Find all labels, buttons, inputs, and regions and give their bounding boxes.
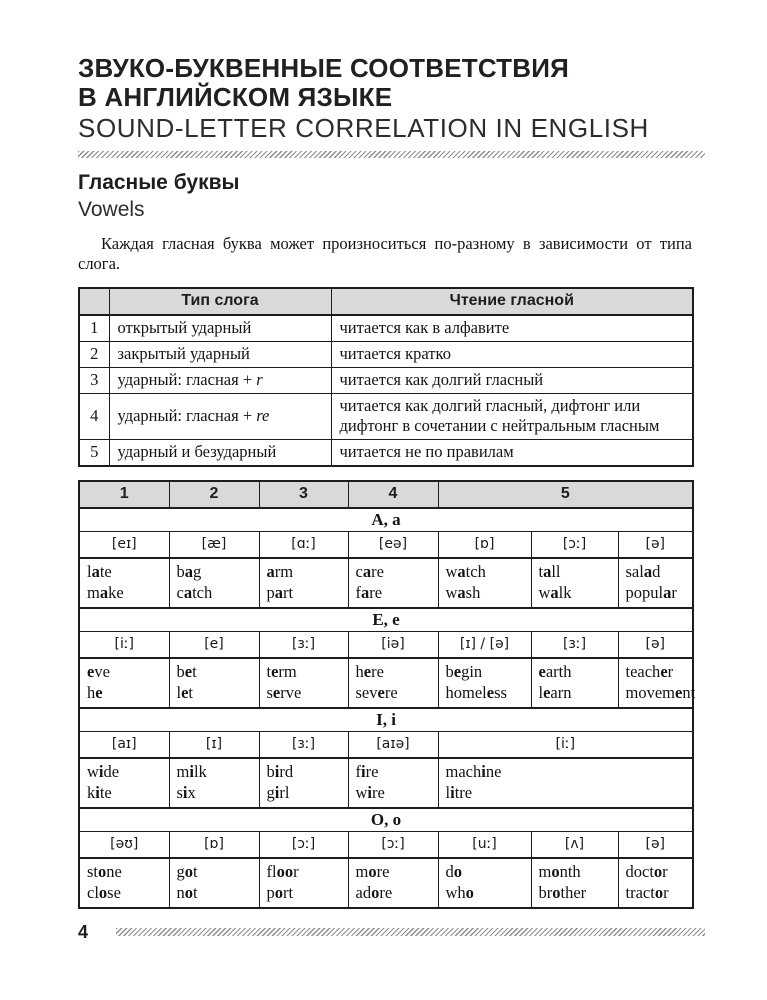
- example-word: catch: [176, 582, 213, 602]
- col-header-4: 4: [348, 481, 438, 508]
- word-cell: [438, 558, 531, 608]
- vowel-reading: читается как долгий гласный: [331, 367, 693, 393]
- stressed-letter: o: [98, 861, 107, 881]
- stressed-letter: a: [183, 582, 193, 602]
- word-cell: [169, 858, 259, 908]
- ipa-cell: [æ]: [169, 532, 259, 558]
- col-header-5: 5: [438, 481, 693, 508]
- example-word: wash: [445, 582, 481, 602]
- stressed-letter: e: [184, 661, 193, 681]
- syllable-type-letter: re: [256, 405, 270, 425]
- ipa-cell: [ə]: [618, 632, 693, 658]
- example-word: here: [355, 661, 384, 681]
- example-word: milk: [176, 761, 207, 781]
- example-word: tall: [538, 561, 561, 581]
- ipa-cell: [əʊ]: [79, 832, 169, 858]
- stressed-letter: a: [643, 561, 653, 581]
- stressed-letter: o: [552, 882, 561, 902]
- stressed-letter: o: [184, 882, 193, 902]
- example-word: kite: [87, 782, 112, 802]
- ipa-cell: [ʌ]: [531, 832, 618, 858]
- page-footer: [78, 922, 705, 943]
- word-cell: [618, 858, 693, 908]
- col-header-syllable-type: Тип слога: [109, 288, 331, 315]
- example-word: part: [266, 582, 294, 602]
- ipa-cell: [ə]: [618, 532, 693, 558]
- ipa-cell: [ɒ]: [438, 532, 531, 558]
- stressed-letter: e: [486, 682, 495, 702]
- syllable-type: ударный: гласная + r: [109, 367, 331, 393]
- example-word: month: [538, 861, 581, 881]
- example-word: salad: [625, 561, 661, 581]
- stressed-letter: e: [377, 682, 385, 702]
- word-cell: [348, 658, 438, 708]
- vowel-reading: читается как долгий гласный, дифтонг или дифтонг в сочетании с нейтральным гласным: [331, 393, 693, 439]
- stressed-letter: i: [189, 761, 194, 781]
- example-word: wide: [87, 761, 120, 781]
- stressed-letter: o: [465, 882, 474, 902]
- syllable-number: 2: [79, 341, 109, 367]
- ipa-row: [79, 832, 693, 858]
- stressed-letter: i: [98, 761, 104, 781]
- stressed-letter: e: [271, 661, 279, 681]
- stressed-letter: i: [481, 761, 486, 781]
- vowel-table-header-row: [79, 481, 693, 508]
- ipa-cell: [aɪ]: [79, 732, 169, 758]
- vowel-reading: читается как в алфавите: [331, 315, 693, 342]
- example-word: bag: [176, 561, 202, 581]
- ipa-cell: [ə]: [618, 832, 693, 858]
- syllable-type-letter: r: [256, 369, 263, 389]
- stressed-letter: o: [653, 861, 663, 881]
- ipa-cell: [eɪ]: [79, 532, 169, 558]
- example-word: begin: [445, 661, 483, 681]
- syllable-row: [79, 439, 693, 466]
- example-word: adore: [355, 882, 393, 902]
- intro-paragraph: Каждая гласная буква может произноситься по-разному в зависимости от типа слога.: [78, 233, 692, 273]
- stressed-letter: a: [274, 582, 283, 602]
- word-cell: [348, 758, 438, 808]
- word-cell: [79, 558, 169, 608]
- ipa-cell: [ɜː]: [259, 632, 348, 658]
- word-cell: [259, 658, 348, 708]
- word-cell: [169, 658, 259, 708]
- stressed-letter: o: [98, 882, 108, 902]
- words-row: [79, 758, 693, 808]
- ipa-cell: [ɜː]: [259, 732, 348, 758]
- example-word: care: [355, 561, 384, 581]
- word-cell: [259, 758, 348, 808]
- stressed-letter: o: [371, 882, 380, 902]
- example-word: stone: [87, 861, 122, 881]
- ipa-cell: [ɒ]: [169, 832, 259, 858]
- stressed-letter: a: [457, 582, 466, 602]
- title-hatch-rule: [78, 151, 705, 158]
- stressed-letter: o: [184, 861, 193, 881]
- word-cell: [348, 558, 438, 608]
- stressed-letter: i: [361, 761, 366, 781]
- stressed-letter: a: [99, 582, 109, 602]
- ipa-cell: [ɪ]: [169, 732, 259, 758]
- example-word: got: [176, 861, 198, 881]
- stressed-letter: a: [184, 561, 193, 581]
- word-cell: [438, 758, 693, 808]
- section-heading-russian: Гласные буквы: [78, 170, 240, 194]
- example-word: port: [266, 882, 294, 902]
- vowel-letter-row: [79, 508, 693, 532]
- example-word: homeless: [445, 682, 507, 702]
- vowel-letter-row: [79, 808, 693, 832]
- words-row: [79, 858, 693, 908]
- example-word: arm: [266, 561, 294, 581]
- example-word: serve: [266, 682, 302, 702]
- example-word: litre: [445, 782, 473, 802]
- col-header-2: 2: [169, 481, 259, 508]
- word-cell: [348, 858, 438, 908]
- syllable-type-table: [78, 287, 694, 467]
- example-word: watch: [445, 561, 486, 581]
- stressed-letter: o: [551, 861, 560, 881]
- stressed-letter: oo: [276, 861, 294, 881]
- example-word: not: [176, 882, 198, 902]
- example-word: he: [87, 682, 103, 702]
- vowel-letter-heading: O, o: [79, 808, 693, 832]
- example-word: movement: [625, 682, 696, 702]
- example-word: walk: [538, 582, 572, 602]
- word-cell: [79, 858, 169, 908]
- ipa-cell: [ɑː]: [259, 532, 348, 558]
- col-header-3: 3: [259, 481, 348, 508]
- syllable-number: 4: [79, 393, 109, 439]
- title-ru-line1: ЗВУКО-БУКВЕННЫЕ СООТВЕТСТВИЯ: [78, 53, 569, 83]
- word-cell: [531, 658, 618, 708]
- example-word: bet: [176, 661, 197, 681]
- example-word: wire: [355, 782, 385, 802]
- footer-hatch-rule: [116, 928, 705, 936]
- stressed-letter: e: [538, 661, 546, 681]
- stressed-letter: e: [543, 682, 551, 702]
- example-word: more: [355, 861, 390, 881]
- syllable-type: открытый ударный: [109, 315, 331, 342]
- ipa-row: [79, 632, 693, 658]
- ipa-cell: [aɪə]: [348, 732, 438, 758]
- stressed-letter: o: [453, 861, 462, 881]
- ipa-cell: [e]: [169, 632, 259, 658]
- ipa-cell: [ɔː]: [259, 832, 348, 858]
- stressed-letter: a: [457, 561, 466, 581]
- ipa-cell: [ɔː]: [348, 832, 438, 858]
- stressed-letter: e: [87, 661, 95, 681]
- stressed-letter: e: [660, 661, 668, 681]
- ipa-cell: [iː]: [79, 632, 169, 658]
- stressed-letter: o: [654, 882, 664, 902]
- syllable-row: [79, 393, 693, 439]
- stressed-letter: a: [362, 561, 372, 581]
- stressed-letter: a: [361, 582, 370, 602]
- example-word: girl: [266, 782, 290, 802]
- word-cell: [79, 658, 169, 708]
- example-word: do: [445, 861, 462, 881]
- ipa-row: [79, 532, 693, 558]
- word-cell: [531, 858, 618, 908]
- syllable-type: ударный: гласная + re: [109, 393, 331, 439]
- example-word: severe: [355, 682, 398, 702]
- syllable-row: [79, 315, 693, 342]
- example-word: bird: [266, 761, 294, 781]
- example-word: popular: [625, 582, 677, 602]
- vowel-reading: читается не по правилам: [331, 439, 693, 466]
- stressed-letter: e: [675, 682, 683, 702]
- syllable-type: закрытый ударный: [109, 341, 331, 367]
- page-title-russian: [78, 54, 692, 113]
- example-word: who: [445, 882, 474, 902]
- example-word: doctor: [625, 861, 668, 881]
- example-word: earth: [538, 661, 572, 681]
- ipa-cell: [iə]: [348, 632, 438, 658]
- section-heading-english: Vowels: [78, 197, 145, 221]
- word-cell: [618, 658, 696, 708]
- example-word: late: [87, 561, 112, 581]
- word-cell: [531, 558, 618, 608]
- word-cell: [618, 558, 693, 608]
- stressed-letter: i: [367, 782, 373, 802]
- stressed-letter: i: [274, 761, 280, 781]
- example-word: term: [266, 661, 297, 681]
- stressed-letter: e: [95, 682, 103, 702]
- stressed-letter: i: [450, 782, 455, 802]
- vowel-reading-table: [78, 480, 694, 909]
- word-cell: [259, 858, 348, 908]
- words-row: [79, 658, 693, 708]
- stressed-letter: i: [95, 782, 100, 802]
- syllable-number: 1: [79, 315, 109, 342]
- vowel-letter-row: [79, 608, 693, 632]
- syllable-row: [79, 341, 693, 367]
- stressed-letter: a: [663, 582, 672, 602]
- stressed-letter: e: [363, 661, 372, 681]
- example-word: fire: [355, 761, 379, 781]
- vowel-letter-heading: E, e: [79, 608, 693, 632]
- stressed-letter: e: [181, 682, 189, 702]
- ipa-row: [79, 732, 693, 758]
- word-cell: [438, 658, 531, 708]
- stressed-letter: o: [368, 861, 377, 881]
- syllable-number: 5: [79, 439, 109, 466]
- stressed-letter: a: [91, 561, 100, 581]
- words-row: [79, 558, 693, 608]
- title-ru-line2: В АНГЛИЙСКОМ ЯЗЫКЕ: [78, 82, 393, 113]
- example-word: learn: [538, 682, 572, 702]
- word-cell: [169, 758, 259, 808]
- word-cell: [169, 558, 259, 608]
- example-word: machine: [445, 761, 502, 781]
- vowel-letter-row: [79, 708, 693, 732]
- ipa-cell: [ɜː]: [531, 632, 618, 658]
- ipa-cell: [uː]: [438, 832, 531, 858]
- col-header-1: 1: [79, 481, 169, 508]
- example-word: six: [176, 782, 196, 802]
- syllable-type: ударный и безударный: [109, 439, 331, 466]
- ipa-cell: [eə]: [348, 532, 438, 558]
- stressed-letter: i: [274, 782, 280, 802]
- vowel-letter-heading: A, a: [79, 508, 693, 532]
- stressed-letter: a: [550, 582, 559, 602]
- vowels-section: [78, 170, 696, 909]
- vowel-letter-heading: I, i: [79, 708, 693, 732]
- syllable-number: 3: [79, 367, 109, 393]
- corner-cell: [79, 288, 109, 315]
- ipa-cell: [iː]: [438, 732, 693, 758]
- ipa-cell: [ɔː]: [531, 532, 618, 558]
- example-word: teacher: [625, 661, 674, 681]
- col-header-vowel-reading: Чтение гласной: [331, 288, 693, 315]
- syllable-table-header-row: [79, 288, 693, 315]
- stressed-letter: o: [274, 882, 283, 902]
- vowel-reading: читается кратко: [331, 341, 693, 367]
- example-word: tractor: [625, 882, 669, 902]
- example-word: let: [176, 682, 194, 702]
- stressed-letter: i: [182, 782, 188, 802]
- page-number: 4: [78, 921, 89, 942]
- stressed-letter: e: [272, 682, 281, 702]
- stressed-letter: e: [453, 661, 462, 681]
- page-title-english: SOUND-LETTER CORRELATION IN ENGLISH: [78, 112, 649, 143]
- stressed-letter: a: [543, 561, 552, 581]
- syllable-row: [79, 367, 693, 393]
- word-cell: [259, 558, 348, 608]
- example-word: fare: [355, 582, 383, 602]
- example-word: brother: [538, 882, 587, 902]
- example-word: make: [87, 582, 124, 602]
- ipa-cell: [ɪ] / [ə]: [438, 632, 531, 658]
- word-cell: [79, 758, 169, 808]
- page-header: [78, 54, 692, 158]
- example-word: eve: [87, 661, 110, 681]
- example-word: floor: [266, 861, 299, 881]
- stressed-letter: a: [266, 561, 275, 581]
- example-word: close: [87, 882, 121, 902]
- word-cell: [438, 858, 531, 908]
